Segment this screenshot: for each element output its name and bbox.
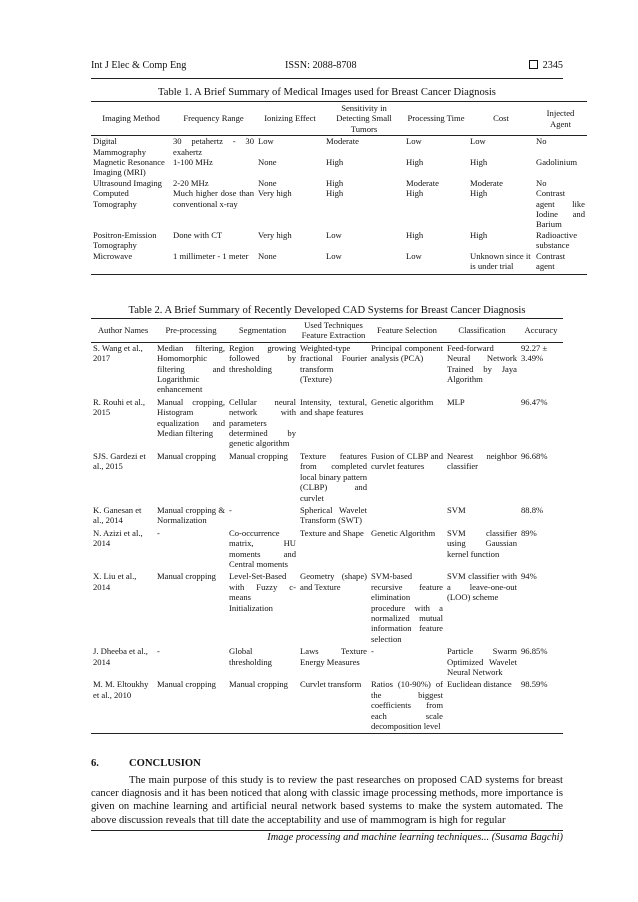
table2-cell: SVM-based recursive feature elimination procedure with a normalized mutual information feature selection [371, 571, 443, 644]
table2-cell: 96.85% [521, 646, 548, 657]
running-header [91, 60, 563, 76]
table1-cell: None [258, 157, 277, 168]
table2-cell: Weighted-type fractional Fourier transform (Texture) [300, 342, 367, 385]
table1-cell: Microwave [91, 251, 171, 274]
table2-cell: - [157, 527, 160, 538]
table2-cell: Region growing followed by thresholding [229, 342, 296, 374]
table1-header-cell: Imaging Method [91, 102, 171, 136]
table1-cell: None [256, 251, 324, 274]
table1-cell: Very high [258, 229, 292, 240]
table1-cell: Ultrasound Imaging [93, 177, 162, 188]
table2-header-row [91, 319, 563, 343]
table2-cell: J. Dheeba et al., 2014 [93, 646, 148, 667]
conclusion-paragraph [91, 774, 563, 827]
running-footer: Image processing and machine learning techniques... (Susama Bagchi) [267, 832, 563, 843]
table2-cell: Texture features from completed local binary pattern (CLBP) and curvlet [300, 450, 367, 503]
table1-cell: High [406, 157, 424, 168]
table1-cell: Low [406, 136, 422, 147]
table1-cell: Gadolinium [536, 157, 578, 168]
table1-header-cell: Ionizing Effect [256, 102, 324, 136]
section-number: 6. [91, 758, 99, 769]
table2-cell: X. Liu et al., 2014 [93, 571, 137, 592]
footer-rule [91, 830, 563, 831]
table2-cell: 94% [521, 571, 537, 582]
table1-cell: Low [324, 251, 404, 274]
table1-cell: No [536, 136, 547, 147]
table2-cell: Manual cropping [155, 677, 227, 734]
issn: ISSN: 2088-8708 [285, 60, 357, 71]
table2-cell: 96.47% [521, 396, 548, 407]
page-number-block [529, 60, 563, 71]
table2-header-cell: Classification [445, 319, 519, 343]
table1-row [91, 157, 587, 178]
table2 [91, 318, 563, 734]
table2-row [91, 503, 563, 526]
table2-cell: Manual cropping [157, 571, 216, 582]
table2-cell: 98.59% [519, 677, 563, 734]
table2-cell: Nearest neighbor classifier [447, 450, 517, 472]
table2-cell: - [229, 504, 232, 515]
table1-row [91, 188, 587, 230]
table1-caption: Table 1. A Brief Summary of Medical Images used for Breast Cancer Diagnosis [158, 87, 496, 98]
table1-cell: No [536, 177, 547, 188]
table1-body [91, 136, 587, 274]
table2-cell: SVM classifier using Gaussian kernel function [447, 527, 517, 559]
table1-cell: Unknown since it is under trial [468, 251, 534, 274]
table1-cell: High [406, 188, 424, 199]
table2-caption: Table 2. A Brief Summary of Recently Developed CAD Systems for Breast Cancer Diagnosis [128, 305, 526, 316]
table1 [91, 101, 587, 275]
table1-cell: 30 petahertz - 30 exahertz [173, 136, 254, 157]
table2-cell: SVM [447, 504, 466, 515]
table1-cell: Low [404, 251, 468, 274]
table2-cell: SVM classifier with a leave-one-out (LOO) scheme [447, 571, 517, 603]
table2-body [91, 342, 563, 734]
table1-cell: Moderate [470, 177, 503, 188]
section-heading [91, 758, 201, 769]
table1-row [91, 136, 587, 157]
table1-header-cell: Injected Agent [534, 102, 587, 136]
table2-row [91, 526, 563, 570]
table1-cell: Radioactive substance [536, 229, 578, 251]
table1-cell: Moderate [406, 177, 439, 188]
table2-cell: S. Wang et al., 2017 [93, 342, 143, 364]
table2-cell: Euclidean distance [445, 677, 519, 734]
table1-cell: None [258, 177, 277, 188]
table2-row [91, 644, 563, 677]
table1-cell: High [326, 157, 344, 168]
table2-cell: Curvlet transform [298, 677, 369, 734]
table1-row [91, 251, 587, 274]
table1-cell: Moderate [326, 136, 359, 147]
table2-cell: Fusion of CLBP and curvlet features [371, 450, 443, 472]
table2-row [91, 569, 563, 644]
table1-cell: Much higher dose than conventional x-ray [173, 188, 254, 209]
table2-cell [369, 503, 445, 526]
page-number: 2345 [542, 60, 563, 71]
journal-name: Int J Elec & Comp Eng [91, 60, 187, 71]
table2-cell: 88.8% [521, 504, 544, 515]
table1-cell: Positron-Emission Tomography [93, 229, 157, 251]
table1-cell: Computed Tomography [93, 188, 137, 209]
table1-header-cell: Sensitivity in Detecting Small Tumors [324, 102, 404, 136]
table2-row [91, 395, 563, 449]
table1-cell: Contrast agent [534, 251, 587, 274]
table2-cell: Manual cropping [227, 677, 298, 734]
table1-header-cell: Processing Time [404, 102, 468, 136]
table1-cell: 1 millimeter - 1 meter [171, 251, 256, 274]
table2-header-cell: Pre-processing [155, 319, 227, 343]
table2-cell: Ratios (10-90%) of the biggest coefficients from each scale decomposition level [369, 677, 445, 734]
table2-cell: Intensity, textural, and shape features [300, 396, 367, 418]
table2-cell: Cellular neural network with parameters determined by genetic algorithm [229, 396, 296, 449]
table2-cell: Genetic algorithm [371, 396, 434, 407]
table2-header-cell: Author Names [91, 319, 155, 343]
table1-cell: Low [470, 136, 486, 147]
table2-row [91, 342, 563, 395]
table2-cell: Manual cropping & Normalization [157, 504, 225, 526]
conclusion-text: The main purpose of this study is to review the past researches on proposed CAD systems for breast cancer diagnosis and it has been noticed that along with classic image processing methods, more importance is given on machine learning and artificial neural network based systems to make the system automated. The above discussion reveals that till date the acceptability and use of mammogram is high for regular [91, 775, 563, 826]
table1-header-cell: Cost [468, 102, 534, 136]
table2-cell: Median filtering, Homomorphic filtering and Logarithmic enhancement [157, 342, 225, 395]
table2-cell: Co-occurrence matrix, HU moments and Central moments [229, 527, 296, 569]
table2-cell: MLP [447, 396, 465, 407]
table2-cell: Spherical Wavelet Transform (SWT) [300, 504, 367, 526]
table1-header-cell: Frequency Range [171, 102, 256, 136]
table1-cell: 1-100 MHz [173, 157, 213, 168]
table1-cell: Low [258, 136, 274, 147]
table2-header-cell: Segmentation [227, 319, 298, 343]
table1-cell: Done with CT [173, 229, 223, 240]
table2-cell: Geometry (shape) and Texture [300, 571, 367, 592]
table1-cell: High [470, 229, 488, 240]
table2-cell: Manual cropping [229, 450, 288, 461]
table2-cell: Global thresholding [229, 646, 272, 667]
table1-cell: High [470, 157, 488, 168]
table2-cell: 89% [521, 527, 537, 538]
table1-cell: High [326, 177, 344, 188]
table2-cell: 96.68% [521, 450, 548, 461]
table2-cell: - [157, 646, 160, 657]
table1-row [91, 178, 587, 188]
table2-cell: SJS. Gardezi et al., 2015 [93, 450, 146, 472]
table2-cell: Laws Texture Energy Measures [300, 646, 367, 667]
table2-cell: K. Ganesan et al., 2014 [93, 504, 142, 526]
table2-header-cell: Used Techniques Feature Extraction [298, 319, 369, 343]
table1-cell: High [470, 188, 488, 199]
table1-cell: Magnetic Resonance Imaging (MRI) [93, 157, 165, 178]
table1-cell: Contrast agent like Iodine and Barium [536, 188, 585, 230]
table2-cell: R. Rouhi et al., 2015 [93, 396, 146, 418]
table1-cell: High [326, 188, 344, 199]
table2-cell: Level-Set-Based with Fuzzy c-means Initialization [229, 571, 296, 613]
table2-cell: Principal component analysis (PCA) [371, 342, 443, 364]
table2-cell: M. M. Eltoukhy et al., 2010 [91, 677, 155, 734]
table1-header-row [91, 102, 587, 136]
table2-header-cell: Accuracy [519, 319, 563, 343]
square-icon [529, 60, 538, 69]
table2-cell: Genetic Algorithm [371, 527, 436, 538]
section-title: CONCLUSION [129, 758, 201, 769]
table2-cell: Particle Swarm Optimized Wavelet Neural Network [447, 646, 517, 677]
table2-cell: 92.27 ± 3.49% [521, 342, 548, 364]
table2-cell: Texture and Shape [300, 527, 364, 538]
table2-cell: N. Azizi et al., 2014 [93, 527, 143, 549]
table2-header-cell: Feature Selection [369, 319, 445, 343]
table2-cell: - [371, 646, 374, 657]
table1-row [91, 230, 587, 251]
table2-row [91, 449, 563, 503]
table2-cell: Feed-forward Neural Network Trained by Jaya Algorithm [447, 342, 517, 385]
table1-cell: High [406, 229, 424, 240]
header-rule [91, 78, 563, 79]
table2-row [91, 677, 563, 734]
table2-cell: Manual cropping, Histogram equalization and Median filtering [157, 396, 225, 439]
table1-cell: 2-20 MHz [173, 177, 209, 188]
table1-cell: Digital Mammography [93, 136, 146, 157]
table2-cell: Manual cropping [157, 450, 216, 461]
table1-cell: Very high [258, 188, 292, 199]
table1-cell: Low [326, 229, 342, 240]
